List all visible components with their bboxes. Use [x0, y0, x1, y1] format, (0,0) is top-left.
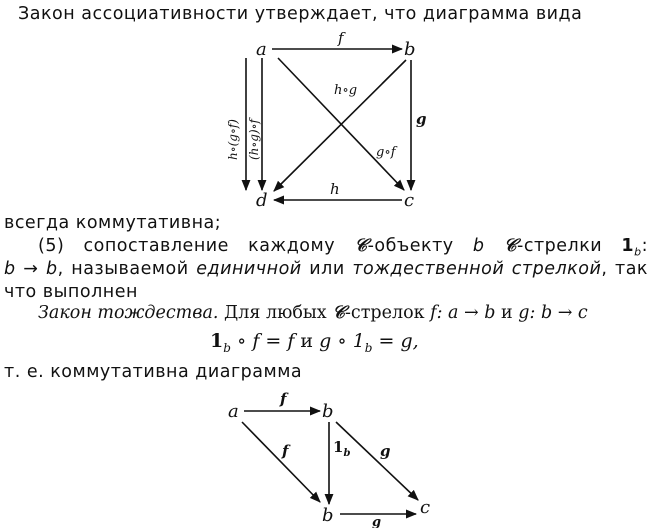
node-b-top: b	[322, 401, 334, 422]
label-g-bottom: g	[372, 515, 382, 528]
commutative-diagram-intro: т. е. коммутативна диаграмма	[4, 362, 303, 382]
node-a: a	[256, 39, 267, 60]
label-gf: g∘f	[376, 145, 396, 160]
associativity-diagram	[218, 28, 438, 218]
node-a: a	[228, 401, 239, 422]
label-h: h	[330, 180, 340, 198]
label-f-diagonal: f	[282, 442, 289, 460]
intro-text: Закон ассоциативности утверждает, что диаграмма вида	[18, 4, 583, 24]
label-g-diagonal: g	[380, 442, 391, 460]
commutative-text: всегда коммутативна;	[4, 213, 222, 233]
arrow-f-diagonal	[242, 422, 320, 502]
node-c: c	[420, 497, 431, 518]
label-hg: h∘g	[334, 83, 358, 98]
node-b: b	[404, 39, 416, 60]
label-identity: $1_b$	[333, 438, 351, 459]
node-d: d	[256, 190, 268, 211]
node-c: c	[404, 190, 415, 211]
identity-definition-line3: что выполнен	[4, 282, 138, 302]
identity-definition-line2: b → b, называемой единичной или тождественной стрелкой, так	[4, 259, 648, 279]
identity-diagram	[220, 390, 450, 528]
identity-equation: $1_b$ ∘ f = f и g ∘ $1_b = g$,	[210, 330, 419, 355]
identity-law-line: Закон тождества. Для любых 𝒞-стрелок f: a → b и g: b → c	[38, 303, 588, 323]
arrow-g-diagonal	[336, 422, 418, 500]
node-b-bottom: b	[322, 505, 334, 526]
arrow-gf	[278, 58, 404, 190]
label-g: g	[416, 110, 427, 128]
label-hg-f: (h∘g)∘f	[247, 119, 261, 160]
label-h-g-f: h∘(g∘f)	[226, 119, 240, 160]
identity-definition-line1: (5) сопоставление каждому 𝒞-объекту b 𝒞-стрелки $1_b$:	[38, 236, 648, 259]
label-f: f	[338, 29, 344, 47]
label-f-top: f	[280, 390, 287, 408]
